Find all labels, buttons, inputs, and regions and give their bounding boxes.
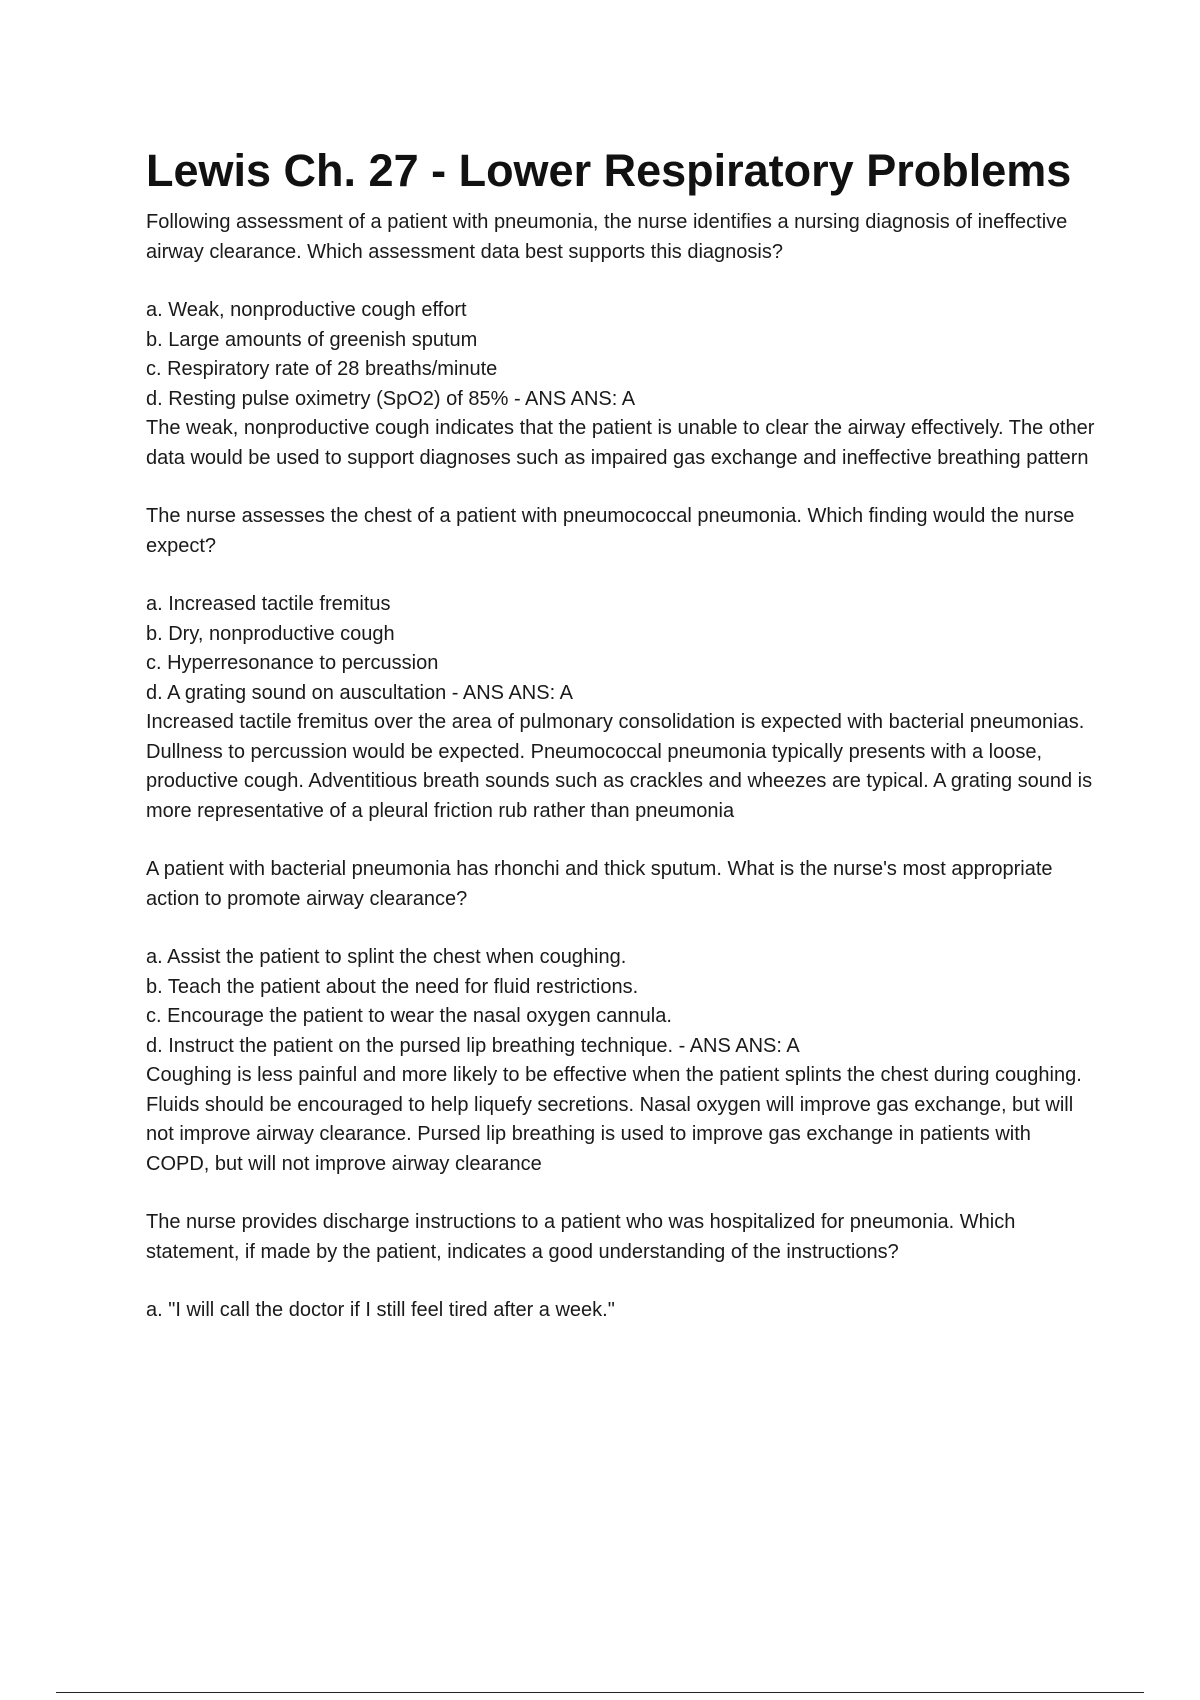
document-title: Lewis Ch. 27 - Lower Respiratory Problems [146, 145, 1072, 196]
answer-option-a: a. Weak, nonproductive cough effort [146, 299, 467, 321]
question-stem: The nurse provides discharge instructions to a patient who was hospitalized for pneumonia. Which statement, if made by the patient, indicates a good understanding of the instructions? [146, 1211, 1016, 1263]
question-stem: The nurse assesses the chest of a patient with pneumococcal pneumonia. Which finding would the nurse expect? [146, 505, 1075, 557]
answer-option-c: c. Respiratory rate of 28 breaths/minute [146, 358, 498, 380]
answer-option-a: a. Increased tactile fremitus [146, 593, 391, 615]
document-page [146, 140, 1096, 1355]
answer-rationale: The weak, nonproductive cough indicates that the patient is unable to clear the airway effectively. The other data would be used to support diagnoses such as impaired gas exchange and ineffective breathing pattern [146, 417, 1095, 469]
question-stem: A patient with bacterial pneumonia has rhonchi and thick sputum. What is the nurse's most appropriate action to promote airway clearance? [146, 858, 1053, 910]
footer-divider [56, 1692, 1144, 1693]
question-1 [146, 208, 1096, 473]
question-4 [146, 1208, 1096, 1326]
answer-option-d: d. A grating sound on auscultation - ANS ANS: A [146, 681, 573, 704]
answer-option-b: b. Teach the patient about the need for fluid restrictions. [146, 975, 639, 998]
question-3 [146, 855, 1096, 1179]
answer-option-a: a. Assist the patient to splint the chest when coughing. [146, 946, 627, 968]
answer-option-d: d. Resting pulse oximetry (SpO2) of 85% - ANS ANS: A [146, 387, 636, 410]
answer-option-c: c. Hyperresonance to percussion [146, 652, 439, 674]
answer-rationale: Coughing is less painful and more likely to be effective when the patient splints the chest during coughing. Fluids should be encouraged to help liquefy secretions. Nasal oxygen will improve gas exchange, but will not improve airway clearance. Pursed lip breathing is used to improve gas exchange in patients with COPD, but will not improve airway clearance [146, 1064, 1082, 1175]
answer-option-d: d. Instruct the patient on the pursed lip breathing technique. - ANS ANS: A [146, 1034, 800, 1057]
answer-option-c: c. Encourage the patient to wear the nasal oxygen cannula. [146, 1005, 672, 1027]
answer-rationale: Increased tactile fremitus over the area of pulmonary consolidation is expected with bacterial pneumonias. Dullness to percussion would be expected. Pneumococcal pneumonia typically presents with a loose, productive cough. Adventitious breath sounds such as crackles and wheezes are typical. A grating sound is more representative of a pleural friction rub rather than pneumonia [146, 711, 1093, 822]
answer-option-b: b. Dry, nonproductive cough [146, 622, 395, 645]
answer-option-b: b. Large amounts of greenish sputum [146, 328, 478, 351]
question-stem: Following assessment of a patient with pneumonia, the nurse identifies a nursing diagnosis of ineffective airway clearance. Which assessment data best supports this diagnosis? [146, 211, 1068, 263]
answer-option-a: a. "I will call the doctor if I still feel tired after a week." [146, 1299, 615, 1321]
question-2 [146, 502, 1096, 826]
